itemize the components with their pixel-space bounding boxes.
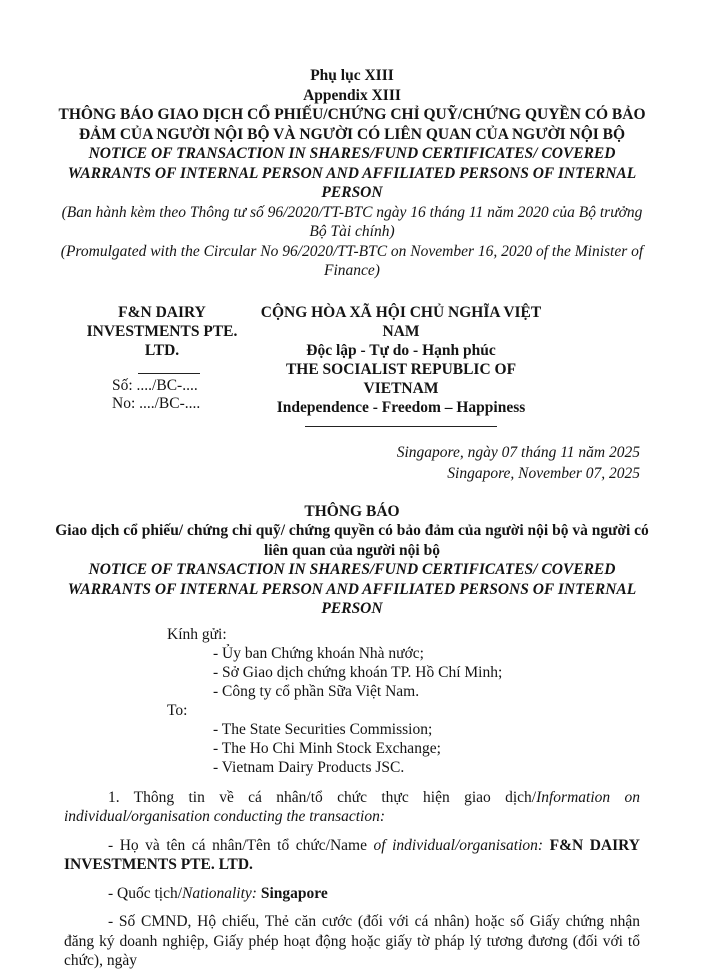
- date-block: [64, 442, 640, 485]
- motto-underline: [305, 426, 497, 427]
- section1-heading-vi: 1. Thông tin về cá nhân/tổ chức thực hiện giao dịch/: [108, 788, 537, 806]
- notice-subject-en-line-2: WARRANTS OF INTERNAL PERSON AND AFFILIATED PERSONS OF INTERNAL: [67, 580, 637, 598]
- notice-subject-vi-line-1: Giao dịch cổ phiếu/ chứng chỉ quỹ/ chứng quyền có bảo đảm của người nội bộ và người có: [55, 522, 649, 539]
- document-header: [36, 66, 668, 281]
- document-body: [64, 788, 640, 971]
- name-value: F&N DAIRY INVESTMENTS PTE. LTD.: [64, 836, 640, 873]
- name-paragraph: [64, 836, 640, 875]
- promulgation-en-line-2: Finance): [324, 262, 380, 279]
- nationality-value: Singapore: [260, 884, 328, 902]
- appendix-label-vi: Phụ lục XIII: [310, 67, 394, 84]
- recipient-item-vi-3: - Công ty cổ phần Sữa Việt Nam.: [213, 682, 420, 700]
- nationality-label-en: Nationality:: [182, 884, 261, 902]
- notice-subject-vi-line-2: liên quan của người nội bộ: [264, 541, 440, 559]
- reference-number-vi: Số: ..../BC-....: [112, 376, 198, 394]
- promulgation-en-line-1: (Promulgated with the Circular No 96/2020/TT-BTC on November 16, 2020 of the Minister of: [60, 242, 644, 260]
- title-vi-line-1: THÔNG BÁO GIAO DỊCH CỔ PHIẾU/CHỨNG CHỈ QUỸ/CHỨNG QUYỀN CÓ BẢO: [58, 106, 646, 123]
- motto-line-4: Independence - Freedom – Happiness: [276, 398, 526, 416]
- section1-heading-en: Information on individual/organisation conducting the transaction:: [64, 788, 640, 825]
- motto-line-3: THE SOCIALIST REPUBLIC OF VIETNAM: [285, 360, 517, 397]
- name-label-vi: - Họ và tên cá nhân/Tên tổ chức/Name: [108, 836, 374, 854]
- company-name-line-1: F&N DAIRY: [118, 303, 206, 321]
- recipient-item-en-3: - Vietnam Dairy Products JSC.: [213, 758, 405, 776]
- nationality-paragraph: [64, 884, 640, 904]
- title-vi-line-2: ĐẢM CỦA NGƯỜI NỘI BỘ VÀ NGƯỜI CÓ LIÊN QUAN CỦA NGƯỜI NỘI BỘ: [78, 125, 626, 143]
- company-name-line-3: LTD.: [144, 341, 180, 359]
- reference-number-block: [112, 373, 260, 413]
- notice-subject-en-line-3: PERSON: [321, 600, 383, 617]
- notice-heading: THÔNG BÁO: [304, 502, 400, 520]
- salutation-vi: Kính gửi:: [167, 625, 227, 643]
- recipient-item-vi-2: - Sở Giao dịch chứng khoán TP. Hồ Chí Minh;: [213, 663, 503, 681]
- recipient-item-en-1: - The State Securities Commission;: [213, 720, 433, 738]
- reference-separator-line: [138, 373, 200, 374]
- date-line-en: Singapore, November 07, 2025: [447, 465, 640, 482]
- date-line-vi: Singapore, ngày 07 tháng 11 năm 2025: [396, 443, 640, 461]
- letterhead: [64, 303, 640, 427]
- notice-subject-en-line-1: NOTICE OF TRANSACTION IN SHARES/FUND CERTIFICATES/ COVERED: [88, 561, 616, 578]
- title-en-line-2: WARRANTS OF INTERNAL PERSON AND AFFILIATED PERSONS OF INTERNAL: [67, 164, 637, 182]
- promulgation-vi-line-1: (Ban hành kèm theo Thông tư số 96/2020/TT-BTC ngày 16 tháng 11 năm 2020 của Bộ trưởng: [61, 203, 643, 221]
- national-motto-block: [260, 303, 542, 427]
- id-number-paragraph: - Số CMND, Hộ chiếu, Thẻ căn cước (đối với cá nhân) hoặc số Giấy chứng nhận đăng ký doanh nghiệp, Giấy phép hoạt động hoặc giấy tờ pháp lý tương đương (đối với tổ chức), ngày: [64, 913, 640, 969]
- nationality-label-vi: - Quốc tịch/: [108, 884, 183, 902]
- name-label-en: of individual/organisation:: [373, 836, 550, 854]
- recipient-item-en-2: - The Ho Chi Minh Stock Exchange;: [213, 739, 441, 757]
- company-name-line-2: INVESTMENTS PTE.: [86, 322, 238, 340]
- notice-heading-block: [36, 502, 668, 619]
- title-en-line-1: NOTICE OF TRANSACTION IN SHARES/FUND CERTIFICATES/ COVERED: [88, 145, 616, 162]
- recipient-item-vi-1: - Ủy ban Chứng khoán Nhà nước;: [213, 644, 424, 662]
- company-block: [64, 303, 260, 427]
- section1-heading: [64, 788, 640, 827]
- appendix-label-en: Appendix XIII: [303, 86, 401, 104]
- title-en-line-3: PERSON: [321, 184, 383, 201]
- recipients-block: [64, 625, 640, 777]
- motto-line-1: CỘNG HÒA XÃ HỘI CHỦ NGHĨA VIỆT NAM: [260, 303, 542, 340]
- reference-number-en: No: ..../BC-....: [112, 394, 201, 412]
- salutation-en: To:: [167, 701, 188, 719]
- motto-line-2: Độc lập - Tự do - Hạnh phúc: [306, 341, 496, 359]
- promulgation-vi-line-2: Bộ Tài chính): [309, 223, 395, 240]
